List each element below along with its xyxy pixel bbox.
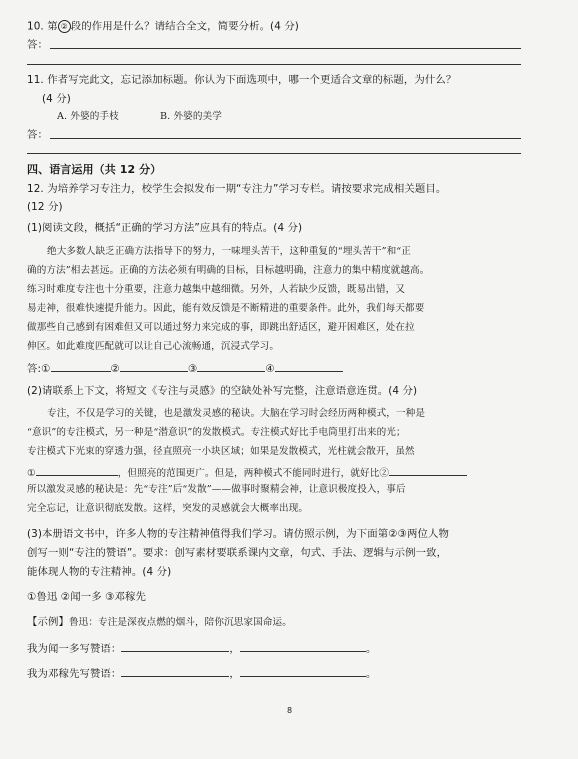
q11-option-a: A. 外婆的手枝 <box>57 111 119 122</box>
q10-answer-line-1[interactable] <box>50 48 521 49</box>
part1-blank-4[interactable] <box>275 362 343 372</box>
part1-passage-line: 易走神，很难快速提升能力。因此，能有效反馈是不断精进的重要条件。此外，我们每天都要 <box>27 303 425 314</box>
answer-wen-blank-1[interactable] <box>121 642 229 652</box>
part2-passage-line: “意识”的专注模式，另一种是“潜意识”的发散模式。专注模式好比手电筒里打出来的光； <box>27 427 406 438</box>
part2-passage-line: 完全忘记，让意识彻底发散。这样，突发的灵感就会大概率出现。 <box>27 503 309 514</box>
part1-passage-line: 绝大多数人缺乏正确方法指导下的努力，一味埋头苦干，这种重复的“埋头苦干”和“正 <box>47 246 411 257</box>
part3-answer-wen <box>27 642 376 654</box>
answer-deng-blank-1[interactable] <box>121 667 229 677</box>
example-text: 鲁迅：专注是深夜点燃的烟斗，陪你沉思家国命运。 <box>68 617 292 628</box>
part3-instruction-line: 创写一则“专注的赞语”。要求：创写素材要联系课内文章，句式、手法、逻辑与示例一致， <box>27 547 448 559</box>
answer-deng-blank-2[interactable] <box>240 667 366 677</box>
part1-passage-line: 做那些自己感到有困难但又可以通过努力来完成的事，即跳出舒适区，避开困难区，处在拉 <box>27 322 415 333</box>
part1-answer-row <box>27 362 343 374</box>
part1-passage-line: 确的方法”相去甚远。正确的方法必须有明确的目标，目标越明确，注意力的集中精度就越高。 <box>27 265 430 276</box>
part1-blank-3[interactable] <box>197 362 265 372</box>
q10-circled-mark: ② <box>58 20 71 33</box>
part1-passage-line: 练习时难度专注也十分重要，注意力越集中越细微。另外，人若缺少反馈，既易出错，又 <box>27 284 406 295</box>
q10-question <box>27 20 299 33</box>
q11-question: 11. 作者写完此文，忘记添加标题。你认为下面选项中，哪一个更适合文章的标题，为什么？ <box>27 74 457 86</box>
part3-example <box>27 617 292 628</box>
q10-answer-label: 答： <box>27 39 48 51</box>
section-title: 四、语言运用（共 12 分） <box>27 163 162 176</box>
answer-deng-label: 我为邓稼先写赞语： <box>27 668 122 680</box>
part2-instruction: (2)请联系上下文，将短文《专注与灵感》的空缺处补写完整，注意语意连贯。(4 分) <box>27 385 418 397</box>
answer-wen-blank-2[interactable] <box>240 642 366 652</box>
answer-deng-period: 。 <box>365 668 377 680</box>
q11-answer-label: 答： <box>27 129 48 141</box>
part1-instruction: (1)阅读文段，概括“正确的学习方法”应具有的特点。(4 分) <box>27 222 303 234</box>
q11-score: (4 分) <box>42 93 71 105</box>
q10-text: 段的作用是什么？请结合全文，简要分析。(4 分) <box>70 20 299 33</box>
answer-wen-comma: ， <box>229 643 240 655</box>
part2-passage-line: 专注模式下光束的穿透力强，径直照亮一小块区域；如果是发散模式，光柱就会散开，虽然 <box>27 446 415 457</box>
part1-blank-1[interactable] <box>51 362 111 372</box>
page-number: 8 <box>287 706 293 715</box>
part2-blank-2[interactable] <box>389 466 467 476</box>
q10-number: 10. <box>27 20 44 33</box>
part3-instruction-line: 能体现人物的专注精神。(4 分) <box>27 566 172 578</box>
part2-mark-1: ① <box>27 468 36 479</box>
part2-passage-line: 所以激发灵感的秘诀是：先“专注”后“发散”——做事时聚精会神，让意识极度投入，事后 <box>27 484 406 495</box>
part2-fill-row <box>27 466 467 479</box>
q12-line-1: 12. 为培养学习专注力，校学生会拟发布一期“专注力”学习专栏。请按要求完成相关题目。 <box>27 183 447 195</box>
example-label: 【示例】 <box>27 616 69 628</box>
answer-wen-label: 我为闻一多写赞语： <box>27 643 122 655</box>
q10-answer-line-2[interactable] <box>27 64 521 65</box>
q11-answer-line-1[interactable] <box>50 138 521 139</box>
q12-line-2: (12 分) <box>27 201 63 213</box>
part3-people-list: ①鲁迅 ②闻一多 ③邓稼先 <box>27 591 146 603</box>
part1-blank-2[interactable] <box>120 362 188 372</box>
answer-wen-period: 。 <box>365 643 377 655</box>
part1-mark-4: ④ <box>265 363 275 375</box>
answer-deng-comma: ， <box>229 668 240 680</box>
part3-instruction-line: (3)本册语文书中，许多人物的专注精神值得我们学习。请仿照示例，为下面第②③两位人物 <box>27 528 449 540</box>
part1-mark-2: ② <box>110 363 120 375</box>
part2-blank-1[interactable] <box>36 466 118 476</box>
q11-option-b: B. 外婆的美学 <box>160 111 222 122</box>
part1-passage-line: 伸区。如此难度匹配就可以让自己心流畅通，沉浸式学习。 <box>27 341 280 352</box>
q11-answer-line-2[interactable] <box>27 153 521 154</box>
part3-answer-deng <box>27 667 376 679</box>
part1-mark-3: ③ <box>187 363 198 375</box>
part1-answer-prefix: 答: <box>27 363 42 375</box>
q10-prefix: 第 <box>47 20 58 33</box>
part1-mark-1: ① <box>41 363 51 375</box>
part2-line4-mid: ，但照亮的范围更广。但是，两种模式不能同时进行，就好比② <box>117 468 390 479</box>
part2-passage-line: 专注，不仅是学习的关键，也是激发灵感的秘诀。大脑在学习时会经历两种模式，一种是 <box>47 408 426 419</box>
